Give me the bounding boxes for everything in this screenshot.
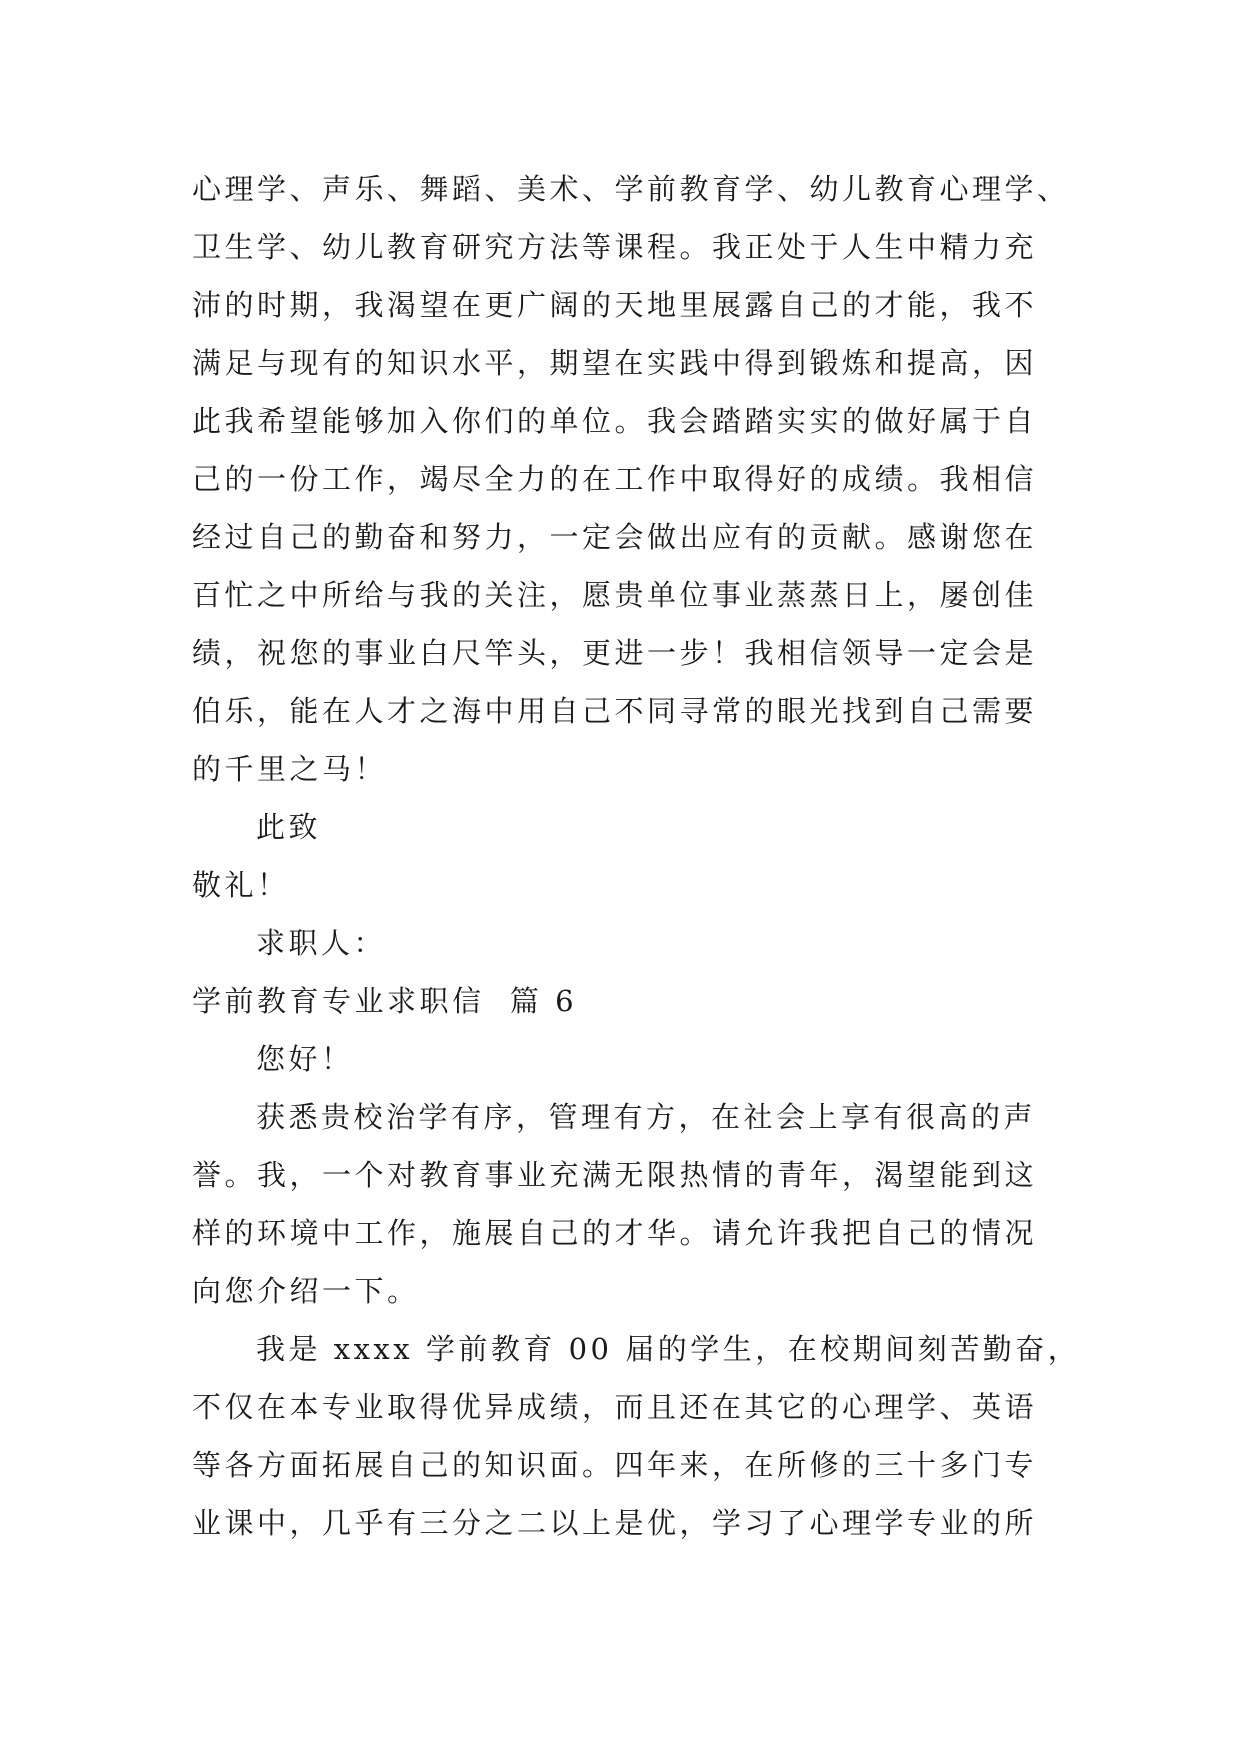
text-line: 向您介绍一下。 bbox=[192, 1274, 420, 1308]
text-line: 百忙之中所给与我的关注，愿贵单位事业蒸蒸日上，屡创佳 bbox=[192, 578, 1038, 612]
greeting: 您好！ bbox=[256, 1042, 354, 1076]
text-line: 经过自己的勤奋和努力，一定会做出应有的贡献。感谢您在 bbox=[192, 520, 1038, 554]
text-line: 伯乐，能在人才之海中用自己不同寻常的眼光找到自己需要 bbox=[192, 694, 1038, 728]
text-line: 等各方面拓展自己的知识面。四年来，在所修的三十多门专 bbox=[192, 1448, 1038, 1482]
text-line: 我是 xxxx 学前教育 00 届的学生，在校期间刻苦勤奋， bbox=[256, 1332, 1081, 1366]
text-line: 心理学、声乐、舞蹈、美术、学前教育学、幼儿教育心理学、 bbox=[192, 172, 1070, 206]
text-line: 满足与现有的知识水平，期望在实践中得到锻炼和提高，因 bbox=[192, 346, 1038, 380]
text-line: 己的一份工作，竭尽全力的在工作中取得好的成绩。我相信 bbox=[192, 462, 1038, 496]
closing-regards: 敬礼！ bbox=[192, 868, 290, 902]
text-line: 不仅在本专业取得优异成绩，而且还在其它的心理学、英语 bbox=[192, 1390, 1038, 1424]
closing-salutation: 此致 bbox=[256, 810, 322, 844]
text-line: 沛的时期，我渴望在更广阔的天地里展露自己的才能，我不 bbox=[192, 288, 1038, 322]
signature-label: 求职人： bbox=[256, 926, 387, 960]
letter-body bbox=[192, 160, 1081, 1552]
text-line: 的千里之马！ bbox=[192, 752, 388, 786]
text-line: 样的环境中工作，施展自己的才华。请允许我把自己的情况 bbox=[192, 1216, 1038, 1250]
text-line: 誉。我，一个对教育事业充满无限热情的青年，渴望能到这 bbox=[192, 1158, 1038, 1192]
section-heading: 学前教育专业求职信 篇 6 bbox=[192, 984, 578, 1018]
text-line: 卫生学、幼儿教育研究方法等课程。我正处于人生中精力充 bbox=[192, 230, 1038, 264]
text-line: 此我希望能够加入你们的单位。我会踏踏实实的做好属于自 bbox=[192, 404, 1038, 438]
text-line: 获悉贵校治学有序，管理有方，在社会上享有很高的声 bbox=[256, 1100, 1037, 1134]
text-line: 业课中，几乎有三分之二以上是优，学习了心理学专业的所 bbox=[192, 1506, 1038, 1540]
text-line: 绩，祝您的事业白尺竿头，更进一步！我相信领导一定会是 bbox=[192, 636, 1038, 670]
